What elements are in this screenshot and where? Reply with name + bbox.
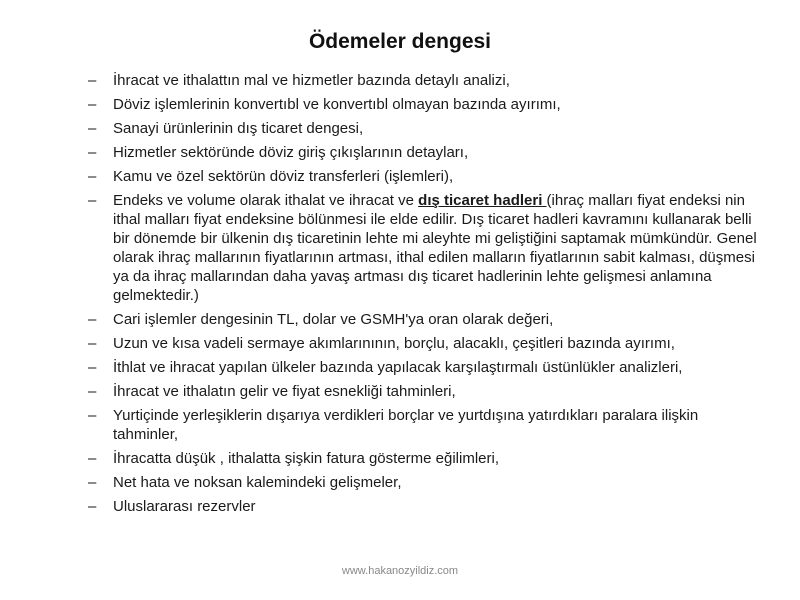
list-item [88,71,760,90]
list-item-text: Net hata ve noksan kalemindeki gelişmeler, [113,474,402,491]
list-item-endeks [88,191,760,305]
list-item-text-before: Endeks ve volume olarak ithalat ve ihracat ve [113,192,419,209]
list-item-text: Kamu ve özel sektörün döviz transferleri (işlemleri), [113,168,454,185]
bullet-marker: – [88,498,97,515]
list-item [88,473,760,492]
slide-title: Ödemeler dengesi [308,30,492,53]
list-item-text: Yurtiçinde yerleşiklerin dışarıya verdikleri borçlar ve yurtdışına yatırdıkları paralara ilişkin tahminler, [113,407,699,443]
list-item [88,119,760,138]
list-item [88,334,760,353]
list-item-text: Cari işlemler dengesinin TL, dolar ve GSMH'ya oran olarak değeri, [113,311,554,328]
list-item-text: İhracat ve ithalattın mal ve hizmetler bazında detaylı analizi, [113,72,510,89]
bullet-marker: – [88,120,97,137]
list-item [88,310,760,329]
list-item-text: Uzun ve kısa vadeli sermaye akımlarınının, borçlu, alacaklı, çeşitleri bazında ayırımı, [113,335,675,352]
bullet-marker: – [88,407,97,424]
list-item [88,406,760,444]
list-item [88,358,760,377]
list-item-text: İhracatta düşük , ithalatta şişkin fatura gösterme eğilimleri, [113,450,500,467]
list-item-text: Hizmetler sektöründe döviz giriş çıkışlarının detayları, [113,144,469,161]
list-item-text: Döviz işlemlerinin konvertıbl ve konvertıbl olmayan bazında ayırımı, [113,96,561,113]
list-item-text: Uluslararası rezervler [113,498,256,515]
bullet-marker: – [88,96,97,113]
list-item-text: Sanayi ürünlerinin dış ticaret dengesi, [113,120,364,137]
list-item [88,382,760,401]
list-item [88,95,760,114]
bullet-marker: – [88,144,97,161]
dis-ticaret-hadleri-link[interactable]: dış ticaret hadleri [418,192,547,209]
bullet-marker: – [88,192,97,209]
list-item-text: İhracat ve ithalatın gelir ve fiyat esnekliği tahminleri, [113,383,456,400]
list-item [88,497,760,516]
bullet-marker: – [88,359,97,376]
list-item [88,143,760,162]
list-item-text-after: (ihraç malları fiyat endeksi nin ithal malları fiyat endeksine bölünmesi ile elde edilir. Dış ticaret hadleri kavramını kullanarak belli bir dönemde bir ülkenin dış ticaretinin lehte mi aleyhte mi geliştiğini saptamak mümkündür. Genel olarak ihraç mallarının fiyatlarının artması, ithal edilen malların fiyatlarının sabit kalması, düşmesi ya da ihraç mallarından daha yavaş artması dış ticaret hadlerinin lehte gelişmesi anlamına gelmektedir.) [113,192,757,304]
bullet-marker: – [88,311,97,328]
bullet-marker: – [88,450,97,467]
footer-url: www.hakanozyildiz.com [341,565,459,577]
bullet-marker: – [88,474,97,491]
bullet-list [88,71,760,521]
list-item [88,449,760,468]
bullet-marker: – [88,335,97,352]
list-item [88,167,760,186]
bullet-marker: – [88,72,97,89]
bullet-marker: – [88,383,97,400]
list-item-text: İthlat ve ihracat yapılan ülkeler bazında yapılacak karşılaştırmalı üstünlükler analizleri, [113,359,683,376]
bullet-marker: – [88,168,97,185]
